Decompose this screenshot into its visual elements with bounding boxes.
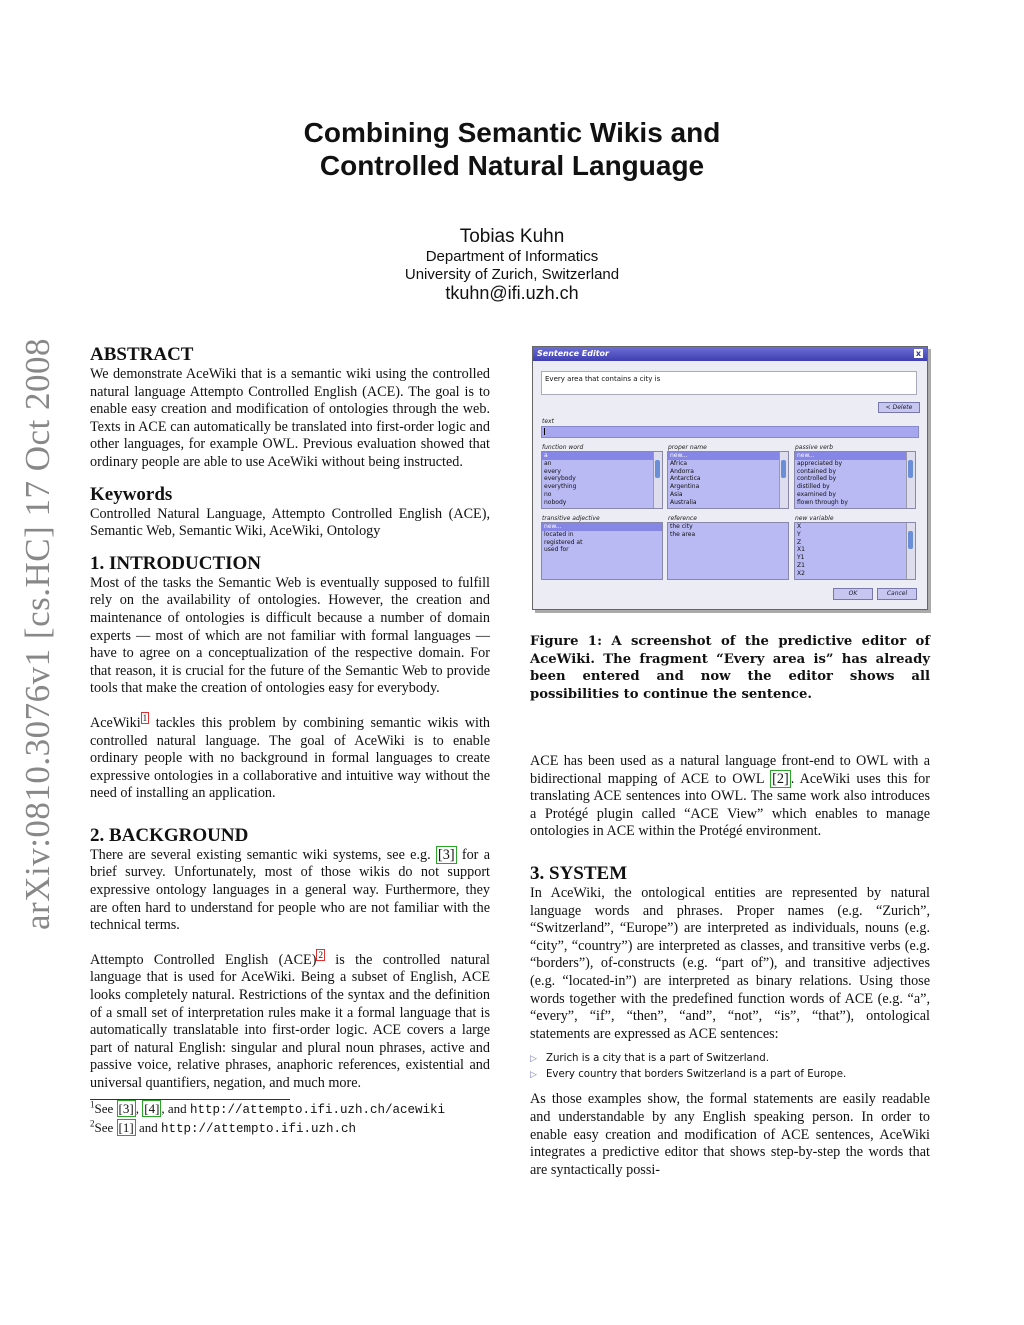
keywords-text: Controlled Natural Language, Attempto Controlled English (ACE), Semantic Web, Semantic Wiki, AceWiki, Ontology <box>90 505 490 540</box>
right-column <box>530 633 930 1179</box>
introduction-heading: 1. INTRODUCTION <box>90 552 262 574</box>
footnote-2: $^2$See [1] and http://attempto.ifi.uzh.ch <box>90 1118 357 1136</box>
list-item[interactable]: located in <box>544 530 574 538</box>
list-item[interactable]: used for <box>544 546 569 554</box>
footnote-marker-2[interactable]: 2 <box>318 950 323 961</box>
ok-button[interactable]: OK <box>833 588 873 600</box>
scrollbar[interactable] <box>653 452 662 508</box>
example-sentence: ▷ Every country that borders Switzerland is a part of Europe. <box>530 1067 930 1083</box>
scrollbar-thumb[interactable] <box>908 531 913 549</box>
list-proper-name[interactable] <box>667 451 789 509</box>
list-item[interactable]: everything <box>544 483 577 491</box>
list-function-word[interactable] <box>541 451 663 509</box>
list-item[interactable]: distilled by <box>797 483 830 491</box>
list-reference[interactable] <box>667 522 789 580</box>
triangle-icon: ▷ <box>530 1070 537 1081</box>
keywords-heading: Keywords <box>90 483 173 505</box>
list-label-proper-name: proper name <box>668 444 707 451</box>
editor-window-title: Sentence Editor <box>537 349 609 358</box>
list-item[interactable]: Australia <box>670 498 697 506</box>
list-item[interactable]: registered at <box>544 538 583 546</box>
close-icon[interactable]: x <box>915 349 922 358</box>
cancel-button[interactable]: Cancel <box>877 588 917 600</box>
list-item[interactable]: Argentina <box>670 483 700 491</box>
sentence-editor-screenshot <box>532 346 928 610</box>
citation-4-footnote[interactable]: [4] <box>144 1100 160 1116</box>
footnote-1: $^1$See [3] , [4] , and http://attempto.ifi.uzh.ch/acewiki <box>90 1099 445 1117</box>
list-passive-verb[interactable] <box>794 451 916 509</box>
background-paragraph-1: There are several existing semantic wiki systems, see e.g. [3] for a brief survey. Unfortunately, most of those wikis do not support expressive ontology languages in a general way. Furthermore, they are often hard to understand for people who are not familiar with the technical terms. <box>90 846 490 934</box>
list-item[interactable]: X2 <box>797 569 805 577</box>
list-item[interactable]: a <box>542 452 662 460</box>
list-item[interactable]: nobody <box>544 498 567 506</box>
list-item[interactable]: new... <box>668 452 788 460</box>
introduction-paragraph-1: Most of the tasks the Semantic Web is eventually supposed to fulfill rely on the availability of ontologies. However, the creation and maintenance of ontologies is difficult because a number of domain experts — most of which are not familiar with formal languages — have to agree on a conceptualization of the respective domain. For that reason, it is crucial for the future of the Semantic Web to provide tools that make the creation of ontologies easy for everybody. <box>90 574 490 697</box>
scrollbar[interactable] <box>906 523 915 579</box>
introduction-paragraph-2: AceWiki $^1$ tackles this problem by combining semantic wikis with controlled natural language. The goal of AceWiki is to enable ordinary people with no background in formal languages to create expressive ontologies in a collaborative and intuitive way without the need of installing an application. <box>90 713 490 802</box>
background-heading: 2. BACKGROUND <box>90 824 249 846</box>
list-item[interactable]: Africa <box>670 459 688 467</box>
text-field[interactable] <box>541 426 919 438</box>
example-sentence: ▷ Zurich is a city that is a part of Switzerland. <box>530 1051 930 1067</box>
list-item[interactable]: examined by <box>797 490 836 498</box>
paper-title <box>0 116 1024 182</box>
list-item[interactable]: new... <box>795 452 915 460</box>
list-item[interactable]: no <box>544 490 552 498</box>
citation-2[interactable]: [2] <box>772 770 789 787</box>
list-item[interactable]: every <box>544 467 561 475</box>
list-label-function-word: function word <box>542 444 584 451</box>
list-item[interactable]: X <box>797 523 802 530</box>
list-item[interactable]: Andorra <box>670 467 694 475</box>
background-paragraph-2: Attempto Controlled English (ACE) $^2$ is the controlled natural language that is used for AceWiki. Being a subset of English, ACE looks completely natural. Restrictions of the syntax and the definition of a small set of interpretation rules make it a formal language that is automatically translatable into first-order logic. ACE covers a large part of natural English: singular and plural noun phrases, active and passive voice, relative phrases, anaphoric references, existential and universal quantifiers, negation, and much more. <box>90 950 490 1091</box>
list-label-reference: reference <box>668 515 697 522</box>
figure-caption: Figure 1: A screenshot of the predictive editor of AceWiki. The fragment “Every area is” has already been entered and now the editor shows all possibilities to continue the sentence. <box>530 634 930 702</box>
text-caret <box>544 428 545 435</box>
list-item[interactable]: the city <box>670 523 693 530</box>
sentence-input[interactable]: Every area that contains a city is <box>541 371 917 395</box>
list-item[interactable]: Y1 <box>797 554 805 562</box>
list-label-new-variable: new variable <box>795 515 834 522</box>
list-new-variable[interactable] <box>794 522 916 580</box>
author-email[interactable]: tkuhn@ifi.uzh.ch <box>445 283 579 303</box>
scrollbar-thumb[interactable] <box>908 460 913 478</box>
scrollbar-thumb[interactable] <box>655 460 660 478</box>
list-item[interactable]: everybody <box>544 475 576 483</box>
abstract-heading: ABSTRACT <box>90 344 194 365</box>
attempto-url[interactable]: http://attempto.ifi.uzh.ch <box>161 1121 357 1136</box>
list-item[interactable]: Asia <box>670 490 683 498</box>
list-item[interactable]: Z1 <box>797 561 805 569</box>
editor-title-bar <box>533 347 927 361</box>
list-item[interactable]: X1 <box>797 546 805 554</box>
ace-owl-paragraph: ACE has been used as a natural language front-end to OWL with a bidirectional mapping of ACE to OWL [2] . AceWiki uses this for translating ACE sentences into OWL. The same work also introduces a Protégé plugin called “ACE View” which enables to manage ontologies in ACE within the Protégé environment. <box>530 753 930 840</box>
list-item[interactable]: an <box>544 459 552 467</box>
system-paragraph-1: In AceWiki, the ontological entities are represented by natural language words and phrases. Proper names (e.g. “Zurich”, “Switzerland”, “Europe”) are interpreted as individuals, nouns (e.g. “city”, “country”) are interpreted as classes, and transitive verbs (e.g. “borders”), of-constructs (e.g. “part of”), and transitive adjectives (e.g. “located-in”) are interpreted as binary relations. Using those words together with the predefined function words of ACE (e.g. “a”, “every”, “if”, “then”, “and”, “not”, “is”, “that”), ontological statements are expressed as ACE sentences: <box>530 884 930 1042</box>
example-sentences <box>530 1051 930 1083</box>
title-line-1: Combining Semantic Wikis and <box>303 117 721 148</box>
author-university: University of Zurich, Switzerland <box>404 266 620 283</box>
list-label-transitive-adjective: transitive adjective <box>542 515 600 522</box>
system-paragraph-2: As those examples show, the formal statements are easily readable and understandable by any English speaking person. In order to enable easy creation and modification of ACE sentences, AceWiki integrates a predictive editor that shows step-by-step the words that are syntactically possi- <box>530 1091 930 1178</box>
list-item[interactable]: Y <box>797 530 801 538</box>
list-item[interactable]: contained by <box>797 467 837 475</box>
list-item[interactable]: Z <box>797 538 802 546</box>
delete-button[interactable]: < Delete <box>878 402 920 413</box>
list-transitive-adjective[interactable] <box>541 522 663 580</box>
triangle-icon: ▷ <box>530 1054 537 1065</box>
acewiki-url[interactable]: http://attempto.ifi.uzh.ch/acewiki <box>189 1102 445 1117</box>
scrollbar-thumb[interactable] <box>781 460 786 478</box>
citation-3-footnote[interactable]: [3] <box>118 1100 134 1116</box>
abstract-text: We demonstrate AceWiki that is a semantic wiki using the controlled natural language Attempto Controlled English (ACE). The goal is to enable easy creation and modification of ontologies through the web. Texts in ACE can automatically be translated into first-order logic and other languages, for example OWL. Previous evaluation showed that ordinary people are able to use AceWiki without being instructed. <box>90 366 490 470</box>
list-item[interactable]: new... <box>542 523 662 531</box>
footnote-marker-1[interactable]: 1 <box>142 713 148 724</box>
list-item[interactable]: controlled by <box>797 475 837 483</box>
system-heading: 3. SYSTEM <box>530 862 628 884</box>
arxiv-identifier: arXiv:0810.3076v1 [cs.HC] 17 Oct 2008 <box>18 337 57 930</box>
left-column <box>90 344 490 1138</box>
author-department: Department of Informatics <box>425 248 599 265</box>
list-item[interactable]: Antarctica <box>670 475 701 483</box>
text-label: text <box>542 418 554 425</box>
list-label-passive-verb: passive verb <box>795 444 834 451</box>
list-item[interactable]: flown through by <box>797 498 848 506</box>
scrollbar[interactable] <box>906 452 915 508</box>
author-name: Tobias Kuhn <box>459 226 565 247</box>
list-item[interactable]: the area <box>670 530 696 538</box>
scrollbar[interactable] <box>779 452 788 508</box>
citation-3[interactable]: [3] <box>437 846 455 863</box>
citation-1-footnote[interactable]: [1] <box>118 1119 134 1135</box>
list-item[interactable]: appreciated by <box>797 459 843 467</box>
title-line-2: Controlled Natural Language <box>319 150 705 181</box>
